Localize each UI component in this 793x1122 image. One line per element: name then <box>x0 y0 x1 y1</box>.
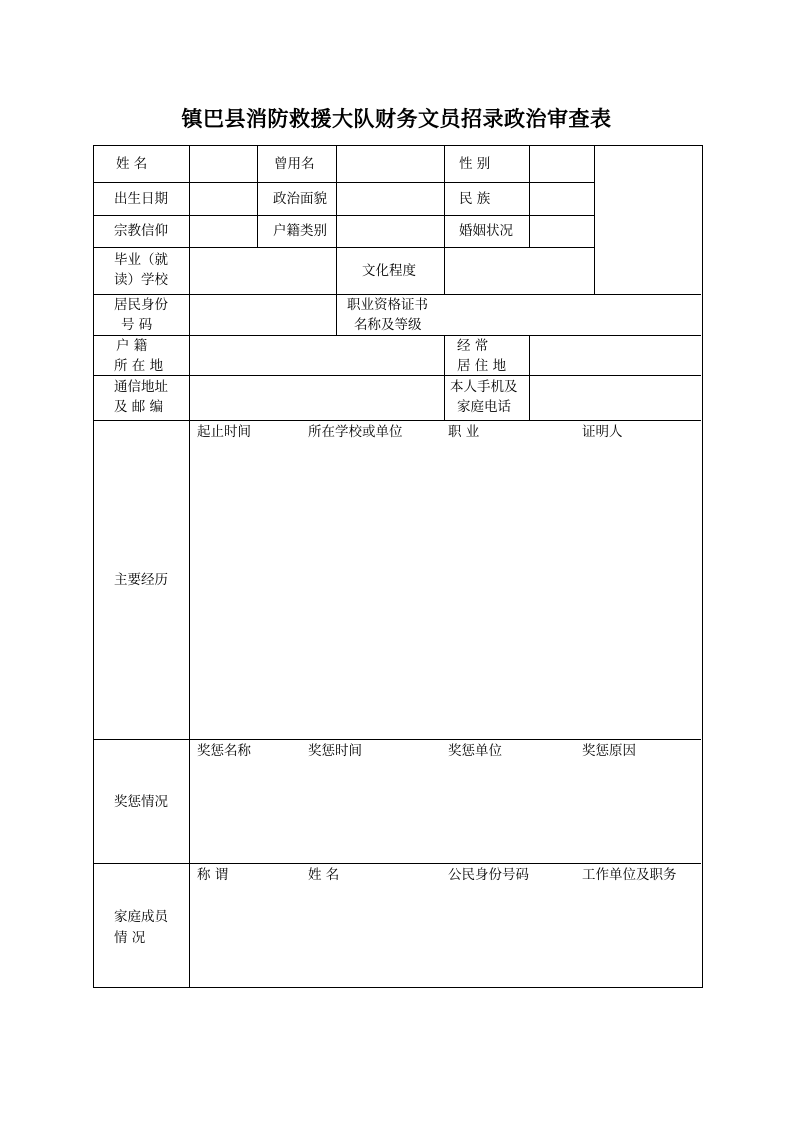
hukou-type-field[interactable] <box>337 216 443 247</box>
label-political-status: 政治面貌 <box>273 191 327 207</box>
label-family-line1: 家庭成员 <box>114 909 168 925</box>
label-education: 文化程度 <box>362 263 416 279</box>
phone-field[interactable] <box>530 376 701 420</box>
family-area[interactable] <box>190 864 701 987</box>
label-phone-line2: 家庭电话 <box>457 399 511 415</box>
label-cert-line1: 职业资格证书 <box>347 297 428 313</box>
gender-field[interactable] <box>530 146 593 182</box>
family-header-work-position: 工作单位及职务 <box>582 867 677 883</box>
label-phone-line1: 本人手机及 <box>450 379 518 395</box>
name-field[interactable] <box>190 146 256 182</box>
rewards-header-reason: 奖惩原因 <box>582 743 636 759</box>
label-residence-line1: 经 常 <box>457 338 489 354</box>
former-name-field[interactable] <box>337 146 443 182</box>
experience-header-occupation: 职 业 <box>448 424 480 440</box>
residence-field[interactable] <box>530 336 701 375</box>
label-school-line2: 读）学校 <box>114 272 168 288</box>
experience-header-witness: 证明人 <box>582 424 623 440</box>
label-residence-line2: 居 住 地 <box>457 358 507 374</box>
hukou-location-field[interactable] <box>190 336 443 375</box>
page-title: 镇巴县消防救援大队财务文员招录政治审查表 <box>181 106 612 131</box>
label-name: 姓 名 <box>116 156 148 172</box>
rewards-header-name: 奖惩名称 <box>197 743 251 759</box>
label-family-line2: 情 况 <box>114 930 146 946</box>
experience-area[interactable] <box>190 421 701 739</box>
certificate-field[interactable] <box>445 295 701 335</box>
label-ethnicity: 民 族 <box>459 191 491 207</box>
label-address-line2: 及 邮 编 <box>114 399 164 415</box>
ethnicity-field[interactable] <box>530 183 593 215</box>
label-birth-date: 出生日期 <box>114 191 168 207</box>
family-header-relation: 称 谓 <box>197 867 229 883</box>
label-cert-line2: 名称及等级 <box>354 317 422 333</box>
label-religion: 宗教信仰 <box>114 223 168 239</box>
label-id-line2: 号 码 <box>121 317 153 333</box>
rewards-header-unit: 奖惩单位 <box>448 743 502 759</box>
label-former-name: 曾用名 <box>274 156 315 172</box>
label-rewards: 奖惩情况 <box>114 794 168 810</box>
label-school-line1: 毕业（就 <box>114 252 168 268</box>
label-experience: 主要经历 <box>114 572 168 588</box>
religion-field[interactable] <box>190 216 256 247</box>
photo-box[interactable] <box>595 146 701 294</box>
address-field[interactable] <box>190 376 443 420</box>
education-field[interactable] <box>445 248 593 294</box>
label-id-line1: 居民身份 <box>114 297 168 313</box>
political-status-field[interactable] <box>337 183 443 215</box>
review-form-table <box>93 145 703 988</box>
experience-header-school-unit: 所在学校或单位 <box>308 424 403 440</box>
label-address-line1: 通信地址 <box>114 379 168 395</box>
rewards-area[interactable] <box>190 740 701 863</box>
label-gender: 性 别 <box>459 156 491 172</box>
label-hukou-line2: 所 在 地 <box>114 358 164 374</box>
family-header-name: 姓 名 <box>308 867 340 883</box>
family-header-id-number: 公民身份号码 <box>448 867 529 883</box>
id-number-field[interactable] <box>190 295 335 335</box>
experience-header-period: 起止时间 <box>197 424 251 440</box>
school-field[interactable] <box>190 248 335 294</box>
label-hukou-type: 户籍类别 <box>273 223 327 239</box>
rewards-header-time: 奖惩时间 <box>308 743 362 759</box>
marital-status-field[interactable] <box>530 216 593 247</box>
label-hukou-line1: 户 籍 <box>116 338 148 354</box>
label-marital-status: 婚姻状况 <box>459 223 513 239</box>
birth-date-field[interactable] <box>190 183 256 215</box>
